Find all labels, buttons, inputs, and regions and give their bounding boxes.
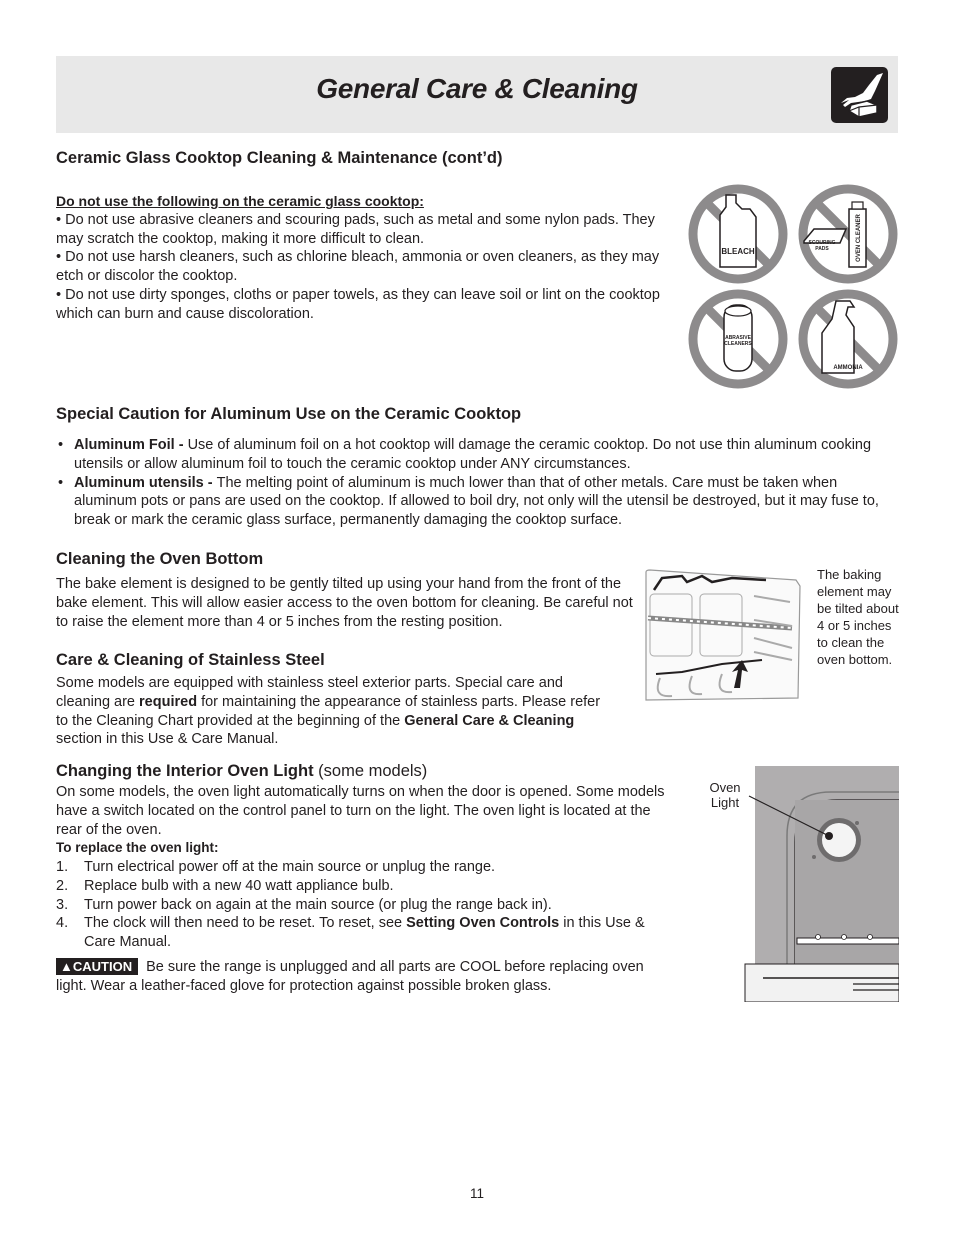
ammonia-spray-icon [803,294,893,384]
list-item [56,436,898,474]
caution-label: CAUTION [72,959,133,974]
oven-light-label: Oven Light [709,780,741,810]
replace-light-steps [56,858,676,952]
item-term: Aluminum Foil - [74,437,188,453]
heading-text: Changing the Interior Oven Light [56,762,314,780]
svg-text:CLEANERS: CLEANERS [724,341,752,347]
warning-bullet: • Do not use harsh cleaners, such as chlorine bleach, ammonia or oven cleaners, as they may etch or discolor the cooktop. [56,249,660,285]
caution-notice [56,958,676,996]
scouring-pads-oven-cleaner-icon [803,189,893,279]
step-text: in this Use & Care Manual. [84,915,645,951]
step-item [56,896,676,915]
svg-text:ABRASIVE: ABRASIVE [725,335,751,341]
oven-light-figure [743,766,899,1002]
item-text: The melting point of aluminum is much lower than that of other metals. Care must be taken when aluminum pots or pans are used on the cooktop. If allowed to boil dry, not only will the utensil be destroyed, but it may fuse to, break or mark the ceramic glass surface, permanently damaging the cooktop surface. [74,474,879,529]
step-item [56,914,676,952]
warning-subheading: Do not use the following on the ceramic glass cooktop: [56,193,424,209]
body-emphasis: required [139,693,198,710]
oven-light-body: On some models, the oven light automatically turns on when the door is opened. Some models have a switch located on the control panel to turn on the light. The oven light is located at the rear of the oven. [56,784,665,838]
step-item [56,877,676,896]
body-text: for maintaining the appearance of stainless parts. Please refer to the Cleaning Chart provided at the beginning of the [56,693,601,729]
svg-text:BLEACH: BLEACH [721,247,755,256]
aluminum-cautions-list [56,436,898,530]
page-number: 11 [469,1186,484,1201]
bleach-bottle-icon [693,189,783,279]
step-number: 2. [56,877,69,894]
step-number: 4. [56,915,69,932]
item-term: Aluminum utensils - [74,474,217,491]
list-item [56,474,898,530]
heading-suffix: (some models) [313,762,428,780]
svg-text:PADS: PADS [815,246,829,252]
step-text: Replace bulb with a new 40 watt appliance bulb. [84,877,394,894]
step-item [56,858,676,877]
oven-bottom-caption: The baking element may be tilted about 4 or 5 inches to clean the oven bottom. [817,567,899,667]
svg-text:OVEN CLEANER: OVEN CLEANER [856,214,862,262]
page-header [56,56,898,133]
body-text: Some models are equipped with stainless steel exterior parts. Special care and cleaning are [56,675,563,710]
caution-badge [56,958,138,975]
oven-bottom-body: The bake element is designed to be gently tilted up using your hand from the front of the bake element. This will allow easier access to the oven bottom for cleaning. Be careful not to raise the element more than 4 or 5 inches from the resting position. [56,576,633,630]
step-text: The clock will then need to be reset. To reset, see [84,915,407,932]
warning-bullet: • Do not use abrasive cleaners and scouring pads, such as metal and some nylon pads. They may scratch the cooktop, making it more difficult to clean. [56,211,655,247]
ceramic-glass-warnings [56,192,671,324]
svg-text:SCOURING: SCOURING [808,240,836,246]
abrasive-cleaner-can-icon [693,294,783,384]
step-number: 1. [56,859,69,875]
steps-title: To replace the oven light: [56,840,219,855]
step-emphasis: Setting Oven Controls [406,915,560,932]
body-text: section in this Use & Care Manual. [56,731,279,748]
section-heading-oven-light [56,762,427,781]
section-heading-stainless-steel: Care & Cleaning of Stainless Steel [56,651,325,669]
section-heading-oven-bottom: Cleaning the Oven Bottom [56,550,264,568]
warning-bullet: • Do not use dirty sponges, cloths or paper towels, as they can leave soil or lint on the cooktop which can burn and cause discoloration. [56,286,660,322]
warning-triangle-icon: ▲ [60,959,73,974]
oven-bake-element-figure [642,568,804,702]
svg-text:AMMONIA: AMMONIA [833,365,863,371]
step-text: Turn electrical power off at the main source or unplug the range. [84,859,496,875]
item-text: Use of aluminum foil on a hot cooktop will damage the ceramic cooktop. Do not use thin aluminum cooking utensils or allow aluminum foil to touch the ceramic cooktop under ANY circumstances. [74,437,872,472]
step-number: 3. [56,896,69,913]
caution-text: Be sure the range is unplugged and all parts are COOL before replacing oven light. Wear a leather-faced glove for protection against possible broken glass. [56,959,644,994]
page-title: General Care & Cleaning [316,73,638,104]
body-emphasis: General Care & Cleaning [404,712,575,729]
prohibited-cleaners-figure [686,183,900,391]
section-heading-ceramic-glass: Ceramic Glass Cooktop Cleaning & Maintenance (cont’d) [56,149,503,167]
stainless-steel-body [56,674,616,749]
step-text: Turn power back on again at the main source (or plug the range back in). [84,896,552,913]
hand-cleaning-icon [831,67,888,123]
section-heading-aluminum: Special Caution for Aluminum Use on the Ceramic Cooktop [56,405,522,423]
